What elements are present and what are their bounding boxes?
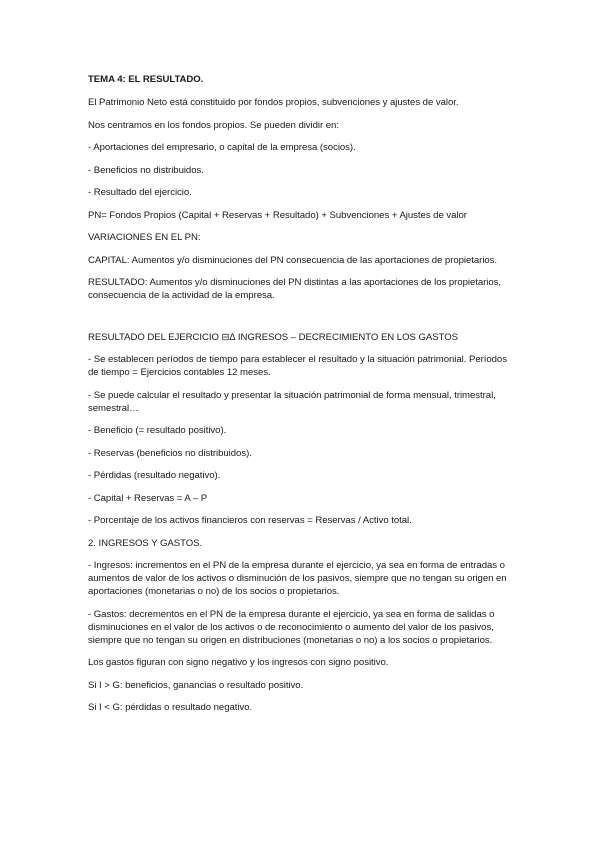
page-title: TEMA 4: EL RESULTADO. xyxy=(88,74,204,85)
list-item: - Aportaciones del empresario, o capital de la empresa (socios). xyxy=(88,142,356,153)
list-item: - Porcentaje de los activos financieros con reservas = Reservas / Activo total. xyxy=(88,515,412,526)
subheading: VARIACIONES EN EL PN: xyxy=(88,232,201,243)
list-item: - Beneficio (= resultado positivo). xyxy=(88,425,227,436)
list-item: - Capital + Reservas = A – P xyxy=(88,492,208,504)
paragraph: RESULTADO: Aumentos y/o disminuciones del PN distintas a las aportaciones de los propietarios, consecuencia de la actividad de la empresa. xyxy=(88,277,502,301)
formula-paragraph: PN= Fondos Propios (Capital + Reservas + Resultado) + Subvenciones + Ajustes de valor xyxy=(88,209,467,221)
list-item: - Ingresos: incrementos en el PN de la empresa durante el ejercicio, ya sea en forma de entradas o aumentos de valor de los activos o disminución de los pasivos, siempre que no tengan su origen en aportaciones (monetarias o no) de los socios o propietarios. xyxy=(88,560,507,597)
paragraph: Si I > G: beneficios, ganancias o resultado positivo. xyxy=(88,679,304,691)
paragraph: Si I < G: pérdidas o resultado negativo. xyxy=(88,702,253,713)
list-item: - Pérdidas (resultado negativo). xyxy=(88,470,221,481)
list-item: - Beneficios no distribuidos. xyxy=(88,164,204,176)
list-item: - Resultado del ejercicio. xyxy=(88,187,192,198)
paragraph: CAPITAL: Aumentos y/o disminuciones del PN consecuencia de las aportaciones de propietarios. xyxy=(88,254,498,266)
list-item: - Se establecen períodos de tiempo para establecer el resultado y la situación patrimonial. Períodos de tiempo = Ejercicios contables 12 meses. xyxy=(88,354,507,378)
spacer xyxy=(88,312,520,331)
paragraph: Los gastos figuran con signo negativo y los ingresos con signo positivo. xyxy=(88,657,389,668)
paragraph: Nos centramos en los fondos propios. Se pueden dividir en: xyxy=(88,119,339,131)
paragraph: El Patrimonio Neto está constituido por fondos propios, subvenciones y ajustes de valor. xyxy=(88,97,459,108)
subheading: 2. INGRESOS Y GASTOS. xyxy=(88,537,203,549)
list-item: - Gastos: decrementos en el PN de la empresa durante el ejercicio, ya sea en forma de salidas o disminuciones en el valor de los activos o de reconocimiento o aumento del valor de los pasivos, siempre que no tengan su origen en distribuciones (monetarias o no) a los socios o propietarios. xyxy=(88,608,495,646)
list-item: - Reservas (beneficios no distribuidos). xyxy=(88,447,252,459)
section-heading: RESULTADO DEL EJERCICIO ⊟∆ INGRESOS – DECRECIMIENTO EN LOS GASTOS xyxy=(88,331,458,343)
document-body xyxy=(88,73,520,724)
list-item: - Se puede calcular el resultado y presentar la situación patrimonial de forma mensual, trimestral, semestral… xyxy=(88,389,496,414)
